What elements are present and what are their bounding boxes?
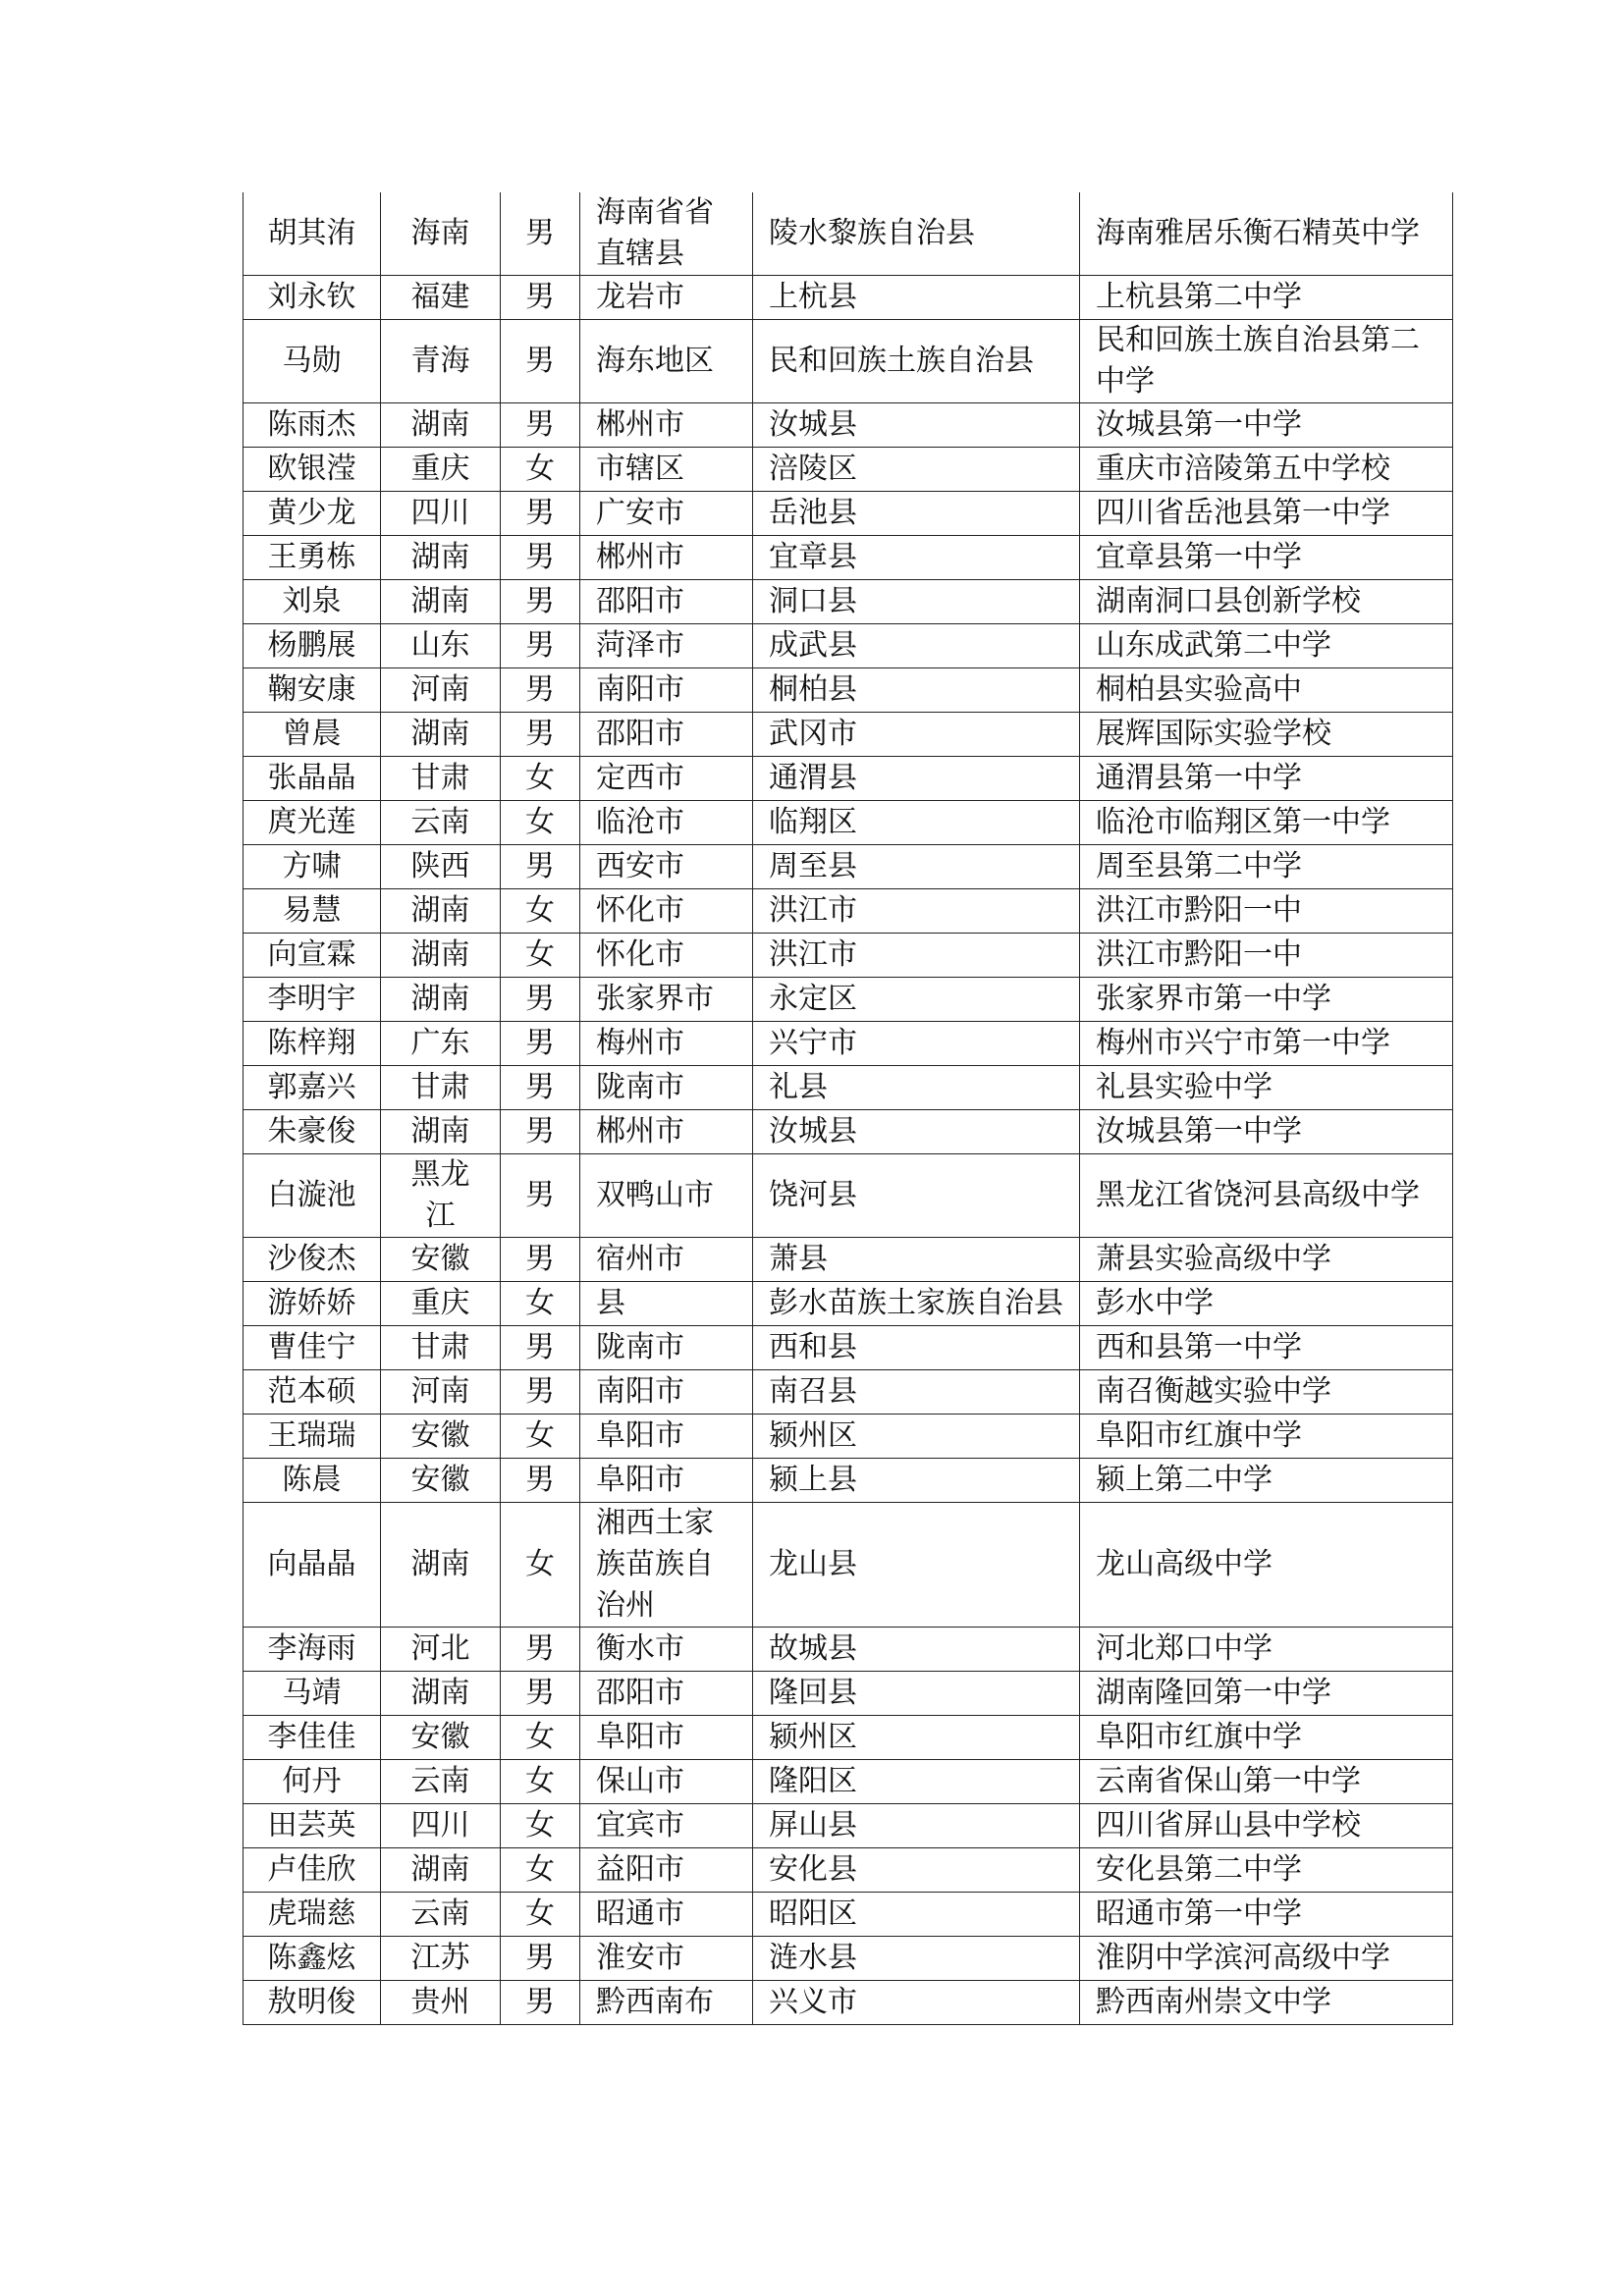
city-cell: 双鸭山市 <box>580 1154 753 1238</box>
table-row <box>244 1628 1453 1672</box>
gender-cell: 女 <box>501 1804 580 1848</box>
table-row <box>244 1716 1453 1760</box>
province-cell: 四川 <box>381 492 501 536</box>
province-cell: 湖南 <box>381 713 501 757</box>
gender-cell: 女 <box>501 448 580 492</box>
table-row <box>244 1503 1453 1628</box>
school-cell: 张家界市第一中学 <box>1080 978 1453 1022</box>
city-cell: 海南省省直辖县 <box>580 192 753 276</box>
school-cell: 临沧市临翔区第一中学 <box>1080 801 1453 845</box>
school-cell: 宜章县第一中学 <box>1080 536 1453 580</box>
name-cell: 易慧 <box>244 889 381 934</box>
gender-cell: 男 <box>501 1238 580 1282</box>
name-cell: 曾晨 <box>244 713 381 757</box>
city-cell: 梅州市 <box>580 1022 753 1066</box>
county-cell: 陵水黎族自治县 <box>753 192 1080 276</box>
table-row <box>244 624 1453 668</box>
province-cell: 湖南 <box>381 889 501 934</box>
city-cell: 湘西土家族苗族自治州 <box>580 1503 753 1628</box>
county-cell: 西和县 <box>753 1326 1080 1370</box>
name-cell: 陈鑫炫 <box>244 1937 381 1981</box>
province-cell: 青海 <box>381 320 501 403</box>
county-cell: 周至县 <box>753 845 1080 889</box>
name-cell: 方啸 <box>244 845 381 889</box>
school-cell: 西和县第一中学 <box>1080 1326 1453 1370</box>
school-cell: 淮阴中学滨河高级中学 <box>1080 1937 1453 1981</box>
gender-cell: 男 <box>501 403 580 448</box>
city-cell: 龙岩市 <box>580 276 753 320</box>
province-cell: 云南 <box>381 801 501 845</box>
province-cell: 湖南 <box>381 934 501 978</box>
province-cell: 陕西 <box>381 845 501 889</box>
school-cell: 通渭县第一中学 <box>1080 757 1453 801</box>
county-cell: 通渭县 <box>753 757 1080 801</box>
table-row <box>244 403 1453 448</box>
province-cell: 黑龙江 <box>381 1154 501 1238</box>
city-cell: 益阳市 <box>580 1848 753 1893</box>
gender-cell: 男 <box>501 1154 580 1238</box>
province-cell: 云南 <box>381 1760 501 1804</box>
name-cell: 朱豪俊 <box>244 1110 381 1154</box>
province-cell: 湖南 <box>381 403 501 448</box>
gender-cell: 女 <box>501 1716 580 1760</box>
table-row <box>244 276 1453 320</box>
city-cell: 衡水市 <box>580 1628 753 1672</box>
gender-cell: 男 <box>501 580 580 624</box>
school-cell: 山东成武第二中学 <box>1080 624 1453 668</box>
table-row <box>244 320 1453 403</box>
city-cell: 陇南市 <box>580 1066 753 1110</box>
school-cell: 南召衡越实验中学 <box>1080 1370 1453 1415</box>
city-cell: 阜阳市 <box>580 1459 753 1503</box>
county-cell: 昭阳区 <box>753 1893 1080 1937</box>
gender-cell: 男 <box>501 1066 580 1110</box>
county-cell: 汝城县 <box>753 403 1080 448</box>
school-cell: 周至县第二中学 <box>1080 845 1453 889</box>
gender-cell: 男 <box>501 713 580 757</box>
province-cell: 湖南 <box>381 536 501 580</box>
name-cell: 游娇娇 <box>244 1282 381 1326</box>
gender-cell: 男 <box>501 1022 580 1066</box>
county-cell: 萧县 <box>753 1238 1080 1282</box>
county-cell: 上杭县 <box>753 276 1080 320</box>
gender-cell: 男 <box>501 1672 580 1716</box>
county-cell: 彭水苗族土家族自治县 <box>753 1282 1080 1326</box>
county-cell: 民和回族土族自治县 <box>753 320 1080 403</box>
school-cell: 洪江市黔阳一中 <box>1080 889 1453 934</box>
gender-cell: 男 <box>501 978 580 1022</box>
gender-cell: 男 <box>501 1110 580 1154</box>
table-row <box>244 1238 1453 1282</box>
county-cell: 成武县 <box>753 624 1080 668</box>
county-cell: 武冈市 <box>753 713 1080 757</box>
county-cell: 涟水县 <box>753 1937 1080 1981</box>
student-roster-table <box>243 192 1453 2025</box>
gender-cell: 男 <box>501 1937 580 1981</box>
county-cell: 屏山县 <box>753 1804 1080 1848</box>
table-row <box>244 1893 1453 1937</box>
name-cell: 范本硕 <box>244 1370 381 1415</box>
county-cell: 颍上县 <box>753 1459 1080 1503</box>
school-cell: 湖南隆回第一中学 <box>1080 1672 1453 1716</box>
table-row <box>244 1981 1453 2025</box>
table-row <box>244 1672 1453 1716</box>
school-cell: 重庆市涪陵第五中学校 <box>1080 448 1453 492</box>
name-cell: 向宣霖 <box>244 934 381 978</box>
gender-cell: 男 <box>501 320 580 403</box>
name-cell: 刘永钦 <box>244 276 381 320</box>
gender-cell: 男 <box>501 536 580 580</box>
city-cell: 定西市 <box>580 757 753 801</box>
province-cell: 河北 <box>381 1628 501 1672</box>
gender-cell: 男 <box>501 276 580 320</box>
county-cell: 兴宁市 <box>753 1022 1080 1066</box>
name-cell: 李佳佳 <box>244 1716 381 1760</box>
school-cell: 礼县实验中学 <box>1080 1066 1453 1110</box>
county-cell: 永定区 <box>753 978 1080 1022</box>
province-cell: 湖南 <box>381 1503 501 1628</box>
name-cell: 鞠安康 <box>244 668 381 713</box>
table-row <box>244 1760 1453 1804</box>
province-cell: 甘肃 <box>381 1066 501 1110</box>
province-cell: 重庆 <box>381 1282 501 1326</box>
county-cell: 礼县 <box>753 1066 1080 1110</box>
gender-cell: 女 <box>501 801 580 845</box>
county-cell: 龙山县 <box>753 1503 1080 1628</box>
city-cell: 宿州市 <box>580 1238 753 1282</box>
name-cell: 黄少龙 <box>244 492 381 536</box>
gender-cell: 男 <box>501 1370 580 1415</box>
province-cell: 安徽 <box>381 1716 501 1760</box>
city-cell: 淮安市 <box>580 1937 753 1981</box>
school-cell: 安化县第二中学 <box>1080 1848 1453 1893</box>
gender-cell: 男 <box>501 1459 580 1503</box>
gender-cell: 女 <box>501 934 580 978</box>
table-row <box>244 1848 1453 1893</box>
county-cell: 汝城县 <box>753 1110 1080 1154</box>
county-cell: 洪江市 <box>753 934 1080 978</box>
gender-cell: 女 <box>501 1893 580 1937</box>
school-cell: 洪江市黔阳一中 <box>1080 934 1453 978</box>
table-row <box>244 845 1453 889</box>
school-cell: 四川省屏山县中学校 <box>1080 1804 1453 1848</box>
school-cell: 颍上第二中学 <box>1080 1459 1453 1503</box>
table-row <box>244 934 1453 978</box>
province-cell: 湖南 <box>381 580 501 624</box>
city-cell: 郴州市 <box>580 1110 753 1154</box>
county-cell: 颍州区 <box>753 1415 1080 1459</box>
city-cell: 郴州市 <box>580 536 753 580</box>
name-cell: 郭嘉兴 <box>244 1066 381 1110</box>
name-cell: 敖明俊 <box>244 1981 381 2025</box>
city-cell: 临沧市 <box>580 801 753 845</box>
school-cell: 上杭县第二中学 <box>1080 276 1453 320</box>
province-cell: 湖南 <box>381 1848 501 1893</box>
table-row <box>244 757 1453 801</box>
school-cell: 黑龙江省饶河县高级中学 <box>1080 1154 1453 1238</box>
province-cell: 云南 <box>381 1893 501 1937</box>
province-cell: 甘肃 <box>381 1326 501 1370</box>
city-cell: 保山市 <box>580 1760 753 1804</box>
province-cell: 湖南 <box>381 1110 501 1154</box>
school-cell: 河北郑口中学 <box>1080 1628 1453 1672</box>
county-cell: 洞口县 <box>753 580 1080 624</box>
table-row <box>244 1110 1453 1154</box>
name-cell: 欧银滢 <box>244 448 381 492</box>
gender-cell: 女 <box>501 1282 580 1326</box>
gender-cell: 女 <box>501 757 580 801</box>
table-row <box>244 1459 1453 1503</box>
table-row <box>244 192 1453 276</box>
school-cell: 四川省岳池县第一中学 <box>1080 492 1453 536</box>
school-cell: 海南雅居乐衡石精英中学 <box>1080 192 1453 276</box>
table-row <box>244 668 1453 713</box>
name-cell: 马靖 <box>244 1672 381 1716</box>
gender-cell: 男 <box>501 668 580 713</box>
gender-cell: 男 <box>501 1981 580 2025</box>
school-cell: 萧县实验高级中学 <box>1080 1238 1453 1282</box>
city-cell: 南阳市 <box>580 1370 753 1415</box>
province-cell: 广东 <box>381 1022 501 1066</box>
roster-body <box>244 192 1453 2025</box>
school-cell: 彭水中学 <box>1080 1282 1453 1326</box>
city-cell: 西安市 <box>580 845 753 889</box>
province-cell: 海南 <box>381 192 501 276</box>
city-cell: 张家界市 <box>580 978 753 1022</box>
city-cell: 市辖区 <box>580 448 753 492</box>
province-cell: 贵州 <box>381 1981 501 2025</box>
county-cell: 兴义市 <box>753 1981 1080 2025</box>
name-cell: 胡其洧 <box>244 192 381 276</box>
name-cell: 虎瑞慈 <box>244 1893 381 1937</box>
county-cell: 饶河县 <box>753 1154 1080 1238</box>
table-row <box>244 1326 1453 1370</box>
name-cell: 何丹 <box>244 1760 381 1804</box>
table-row <box>244 1804 1453 1848</box>
province-cell: 重庆 <box>381 448 501 492</box>
name-cell: 白漩池 <box>244 1154 381 1238</box>
province-cell: 四川 <box>381 1804 501 1848</box>
county-cell: 岳池县 <box>753 492 1080 536</box>
province-cell: 湖南 <box>381 978 501 1022</box>
school-cell: 阜阳市红旗中学 <box>1080 1415 1453 1459</box>
table-row <box>244 1066 1453 1110</box>
city-cell: 菏泽市 <box>580 624 753 668</box>
table-row <box>244 492 1453 536</box>
table-row <box>244 1415 1453 1459</box>
school-cell: 昭通市第一中学 <box>1080 1893 1453 1937</box>
name-cell: 陈梓翔 <box>244 1022 381 1066</box>
province-cell: 甘肃 <box>381 757 501 801</box>
gender-cell: 女 <box>501 1760 580 1804</box>
gender-cell: 女 <box>501 1848 580 1893</box>
city-cell: 昭通市 <box>580 1893 753 1937</box>
table-row <box>244 978 1453 1022</box>
name-cell: 卢佳欣 <box>244 1848 381 1893</box>
province-cell: 山东 <box>381 624 501 668</box>
county-cell: 临翔区 <box>753 801 1080 845</box>
name-cell: 陈晨 <box>244 1459 381 1503</box>
city-cell: 邵阳市 <box>580 1672 753 1716</box>
table-row <box>244 1154 1453 1238</box>
city-cell: 县 <box>580 1282 753 1326</box>
table-row <box>244 801 1453 845</box>
name-cell: 张晶晶 <box>244 757 381 801</box>
school-cell: 梅州市兴宁市第一中学 <box>1080 1022 1453 1066</box>
county-cell: 桐柏县 <box>753 668 1080 713</box>
table-row <box>244 448 1453 492</box>
county-cell: 洪江市 <box>753 889 1080 934</box>
province-cell: 河南 <box>381 1370 501 1415</box>
gender-cell: 女 <box>501 889 580 934</box>
table-row <box>244 536 1453 580</box>
name-cell: 向晶晶 <box>244 1503 381 1628</box>
gender-cell: 男 <box>501 1326 580 1370</box>
table-row <box>244 1370 1453 1415</box>
gender-cell: 男 <box>501 1628 580 1672</box>
province-cell: 江苏 <box>381 1937 501 1981</box>
gender-cell: 女 <box>501 1415 580 1459</box>
name-cell: 田芸英 <box>244 1804 381 1848</box>
county-cell: 故城县 <box>753 1628 1080 1672</box>
table-row <box>244 713 1453 757</box>
name-cell: 李明宇 <box>244 978 381 1022</box>
city-cell: 广安市 <box>580 492 753 536</box>
county-cell: 隆回县 <box>753 1672 1080 1716</box>
school-cell: 黔西南州崇文中学 <box>1080 1981 1453 2025</box>
name-cell: 李海雨 <box>244 1628 381 1672</box>
city-cell: 黔西南布 <box>580 1981 753 2025</box>
province-cell: 湖南 <box>381 1672 501 1716</box>
county-cell: 颍州区 <box>753 1716 1080 1760</box>
province-cell: 福建 <box>381 276 501 320</box>
table-row <box>244 889 1453 934</box>
table-row <box>244 580 1453 624</box>
gender-cell: 男 <box>501 624 580 668</box>
gender-cell: 男 <box>501 845 580 889</box>
county-cell: 宜章县 <box>753 536 1080 580</box>
school-cell: 阜阳市红旗中学 <box>1080 1716 1453 1760</box>
county-cell: 隆阳区 <box>753 1760 1080 1804</box>
school-cell: 汝城县第一中学 <box>1080 403 1453 448</box>
name-cell: 王瑞瑞 <box>244 1415 381 1459</box>
gender-cell: 男 <box>501 492 580 536</box>
city-cell: 郴州市 <box>580 403 753 448</box>
name-cell: 王勇栋 <box>244 536 381 580</box>
name-cell: 沙俊杰 <box>244 1238 381 1282</box>
name-cell: 刘泉 <box>244 580 381 624</box>
province-cell: 河南 <box>381 668 501 713</box>
name-cell: 马勋 <box>244 320 381 403</box>
city-cell: 宜宾市 <box>580 1804 753 1848</box>
city-cell: 怀化市 <box>580 934 753 978</box>
name-cell: 曹佳宁 <box>244 1326 381 1370</box>
school-cell: 湖南洞口县创新学校 <box>1080 580 1453 624</box>
name-cell: 杨鹏展 <box>244 624 381 668</box>
city-cell: 陇南市 <box>580 1326 753 1370</box>
city-cell: 阜阳市 <box>580 1716 753 1760</box>
gender-cell: 女 <box>501 1503 580 1628</box>
school-cell: 汝城县第一中学 <box>1080 1110 1453 1154</box>
name-cell: 陈雨杰 <box>244 403 381 448</box>
county-cell: 安化县 <box>753 1848 1080 1893</box>
city-cell: 海东地区 <box>580 320 753 403</box>
county-cell: 南召县 <box>753 1370 1080 1415</box>
school-cell: 桐柏县实验高中 <box>1080 668 1453 713</box>
province-cell: 安徽 <box>381 1415 501 1459</box>
city-cell: 南阳市 <box>580 668 753 713</box>
county-cell: 涪陵区 <box>753 448 1080 492</box>
city-cell: 阜阳市 <box>580 1415 753 1459</box>
table-row <box>244 1282 1453 1326</box>
province-cell: 安徽 <box>381 1459 501 1503</box>
school-cell: 民和回族土族自治县第二中学 <box>1080 320 1453 403</box>
school-cell: 云南省保山第一中学 <box>1080 1760 1453 1804</box>
school-cell: 龙山高级中学 <box>1080 1503 1453 1628</box>
school-cell: 展辉国际实验学校 <box>1080 713 1453 757</box>
name-cell: 庹光莲 <box>244 801 381 845</box>
city-cell: 怀化市 <box>580 889 753 934</box>
gender-cell: 男 <box>501 192 580 276</box>
table-row <box>244 1022 1453 1066</box>
province-cell: 安徽 <box>381 1238 501 1282</box>
city-cell: 邵阳市 <box>580 713 753 757</box>
city-cell: 邵阳市 <box>580 580 753 624</box>
table-row <box>244 1937 1453 1981</box>
